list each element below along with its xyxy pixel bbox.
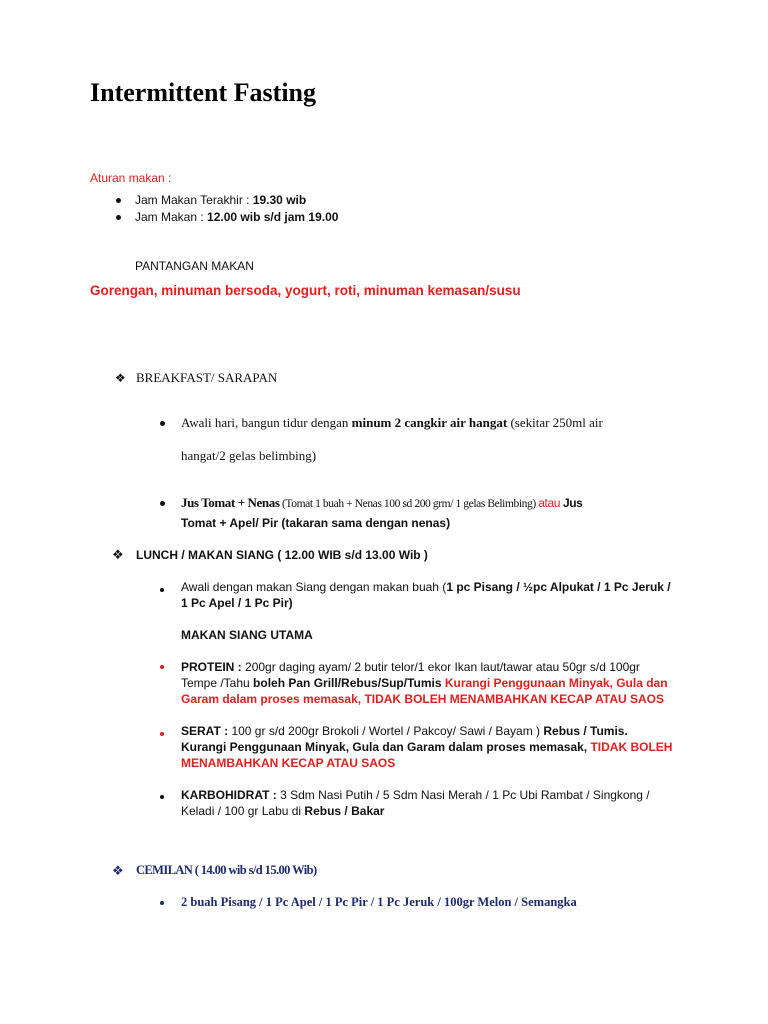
karbo-line-2	[181, 803, 384, 819]
diamond-bullet-icon: ❖	[112, 547, 124, 562]
text-segment-bold: Jus Tomat + Nenas	[181, 495, 280, 510]
text-segment-bold: boleh Pan Grill/Rebus/Sup/Tumis	[253, 676, 442, 690]
protein-line-3	[181, 691, 664, 707]
breakfast-item-juice-cont	[181, 515, 450, 531]
lunch-heading: LUNCH / MAKAN SIANG ( 12.00 WIB s/d 13.00 Wib )	[136, 548, 428, 562]
rule-label: Jam Makan :	[135, 210, 208, 224]
bullet-icon	[160, 665, 164, 669]
text-segment-bold: PROTEIN :	[181, 660, 246, 674]
protein-line-2	[181, 675, 668, 691]
lunch-intro	[181, 579, 671, 595]
bullet-icon	[116, 215, 121, 220]
text-segment-bold: Kurangi Penggunaan Minyak, Gula dan Garam dalam proses memasak,	[181, 740, 591, 754]
diamond-bullet-icon: ❖	[115, 371, 126, 385]
bullet-icon	[160, 732, 164, 736]
text-segment-red: TIDAK BOLEH	[590, 740, 673, 754]
serat-line-2	[181, 739, 672, 755]
text-segment-bold: 1 pc Pisang / ½pc Alpukat / 1 Pc Jeruk /	[446, 580, 671, 594]
bullet-icon	[116, 198, 121, 203]
rule-item-last-meal	[135, 192, 306, 208]
text-segment: Tempe /Tahu	[181, 676, 254, 690]
text-segment: 3 Sdm Nasi Putih / 5 Sdm Nasi Merah / 1 Pc Ubi Rambat / Singkong /	[280, 788, 650, 802]
text-segment: (sekitar 250ml air	[507, 415, 603, 430]
text-segment-bold: Rebus / Tumis.	[543, 724, 628, 738]
text-segment-bold: (takaran sama dengan nenas)	[278, 516, 451, 530]
text-segment-red: Kurangi Penggunaan Minyak, Gula dan	[441, 676, 668, 690]
snack-heading: CEMILAN ( 14.00 wib s/d 15.00 Wib)	[136, 863, 317, 877]
bullet-icon	[160, 421, 165, 426]
rule-label: Jam Makan Terakhir :	[135, 193, 253, 207]
restrictions-text: Gorengan, minuman bersoda, yogurt, roti, minuman kemasan/susu	[90, 283, 521, 298]
text-segment: (Tomat 1 buah + Nenas 100 sd 200 grm/ 1 gelas Belimbing)	[279, 498, 539, 510]
protein-line-1	[181, 659, 640, 675]
rule-item-meal-window	[135, 209, 338, 225]
breakfast-item-warm-water	[181, 414, 603, 431]
snack-item: 2 buah Pisang / 1 Pc Apel / 1 Pc Pir / 1 Pc Jeruk / 100gr Melon / Semangka	[181, 895, 577, 909]
text-segment-bold: minum 2 cangkir air hangat	[351, 415, 508, 430]
breakfast-item-warm-water-cont: hangat/2 gelas belimbing)	[181, 448, 317, 463]
text-segment-red: atau	[538, 496, 561, 510]
text-segment: Awali dengan makan Siang dengan makan buah (	[181, 580, 447, 594]
text-segment-bold: SERAT :	[181, 724, 232, 738]
text-segment-bold: KARBOHIDRAT :	[181, 788, 281, 802]
text-segment-red: Garam dalam proses memasak,	[181, 692, 365, 706]
text-segment-red: TIDAK BOLEH MENAMBAHKAN KECAP ATAU SAOS	[364, 692, 664, 706]
serat-line-3: MENAMBAHKAN KECAP ATAU SAOS	[181, 756, 396, 770]
karbo-line-1	[181, 787, 650, 803]
text-segment-bold: Rebus / Bakar	[304, 804, 385, 818]
text-segment: Keladi / 100 gr Labu di	[181, 804, 305, 818]
lunch-main-heading: MAKAN SIANG UTAMA	[181, 628, 313, 642]
document-title: Intermittent Fasting	[90, 78, 317, 107]
rule-value: 19.30 wib	[252, 193, 307, 207]
breakfast-item-juice	[181, 494, 582, 513]
text-segment: Awali hari, bangun tidur dengan	[181, 415, 352, 430]
text-segment-bold: Tomat + Apel/ Pir	[181, 516, 279, 530]
bullet-icon	[160, 588, 164, 592]
text-segment: 100 gr s/d 200gr Brokoli / Wortel / Pakcoy/ Sawi / Bayam )	[231, 724, 544, 738]
text-segment-bold: Jus	[560, 496, 583, 510]
bullet-icon	[160, 501, 165, 506]
lunch-intro-cont: 1 Pc Apel / 1 Pc Pir)	[181, 596, 293, 610]
bullet-icon	[160, 901, 164, 905]
diamond-bullet-icon: ❖	[112, 863, 124, 878]
restrictions-heading: PANTANGAN MAKAN	[135, 259, 254, 273]
text-segment: 200gr daging ayam/ 2 butir telor/1 ekor Ikan laut/tawar atau 50gr s/d 100gr	[245, 660, 640, 674]
serat-line-1	[181, 723, 628, 739]
rule-value: 12.00 wib s/d jam 19.00	[207, 210, 339, 224]
breakfast-heading: BREAKFAST/ SARAPAN	[136, 370, 278, 385]
rules-heading: Aturan makan :	[90, 171, 172, 185]
bullet-icon	[160, 795, 164, 799]
